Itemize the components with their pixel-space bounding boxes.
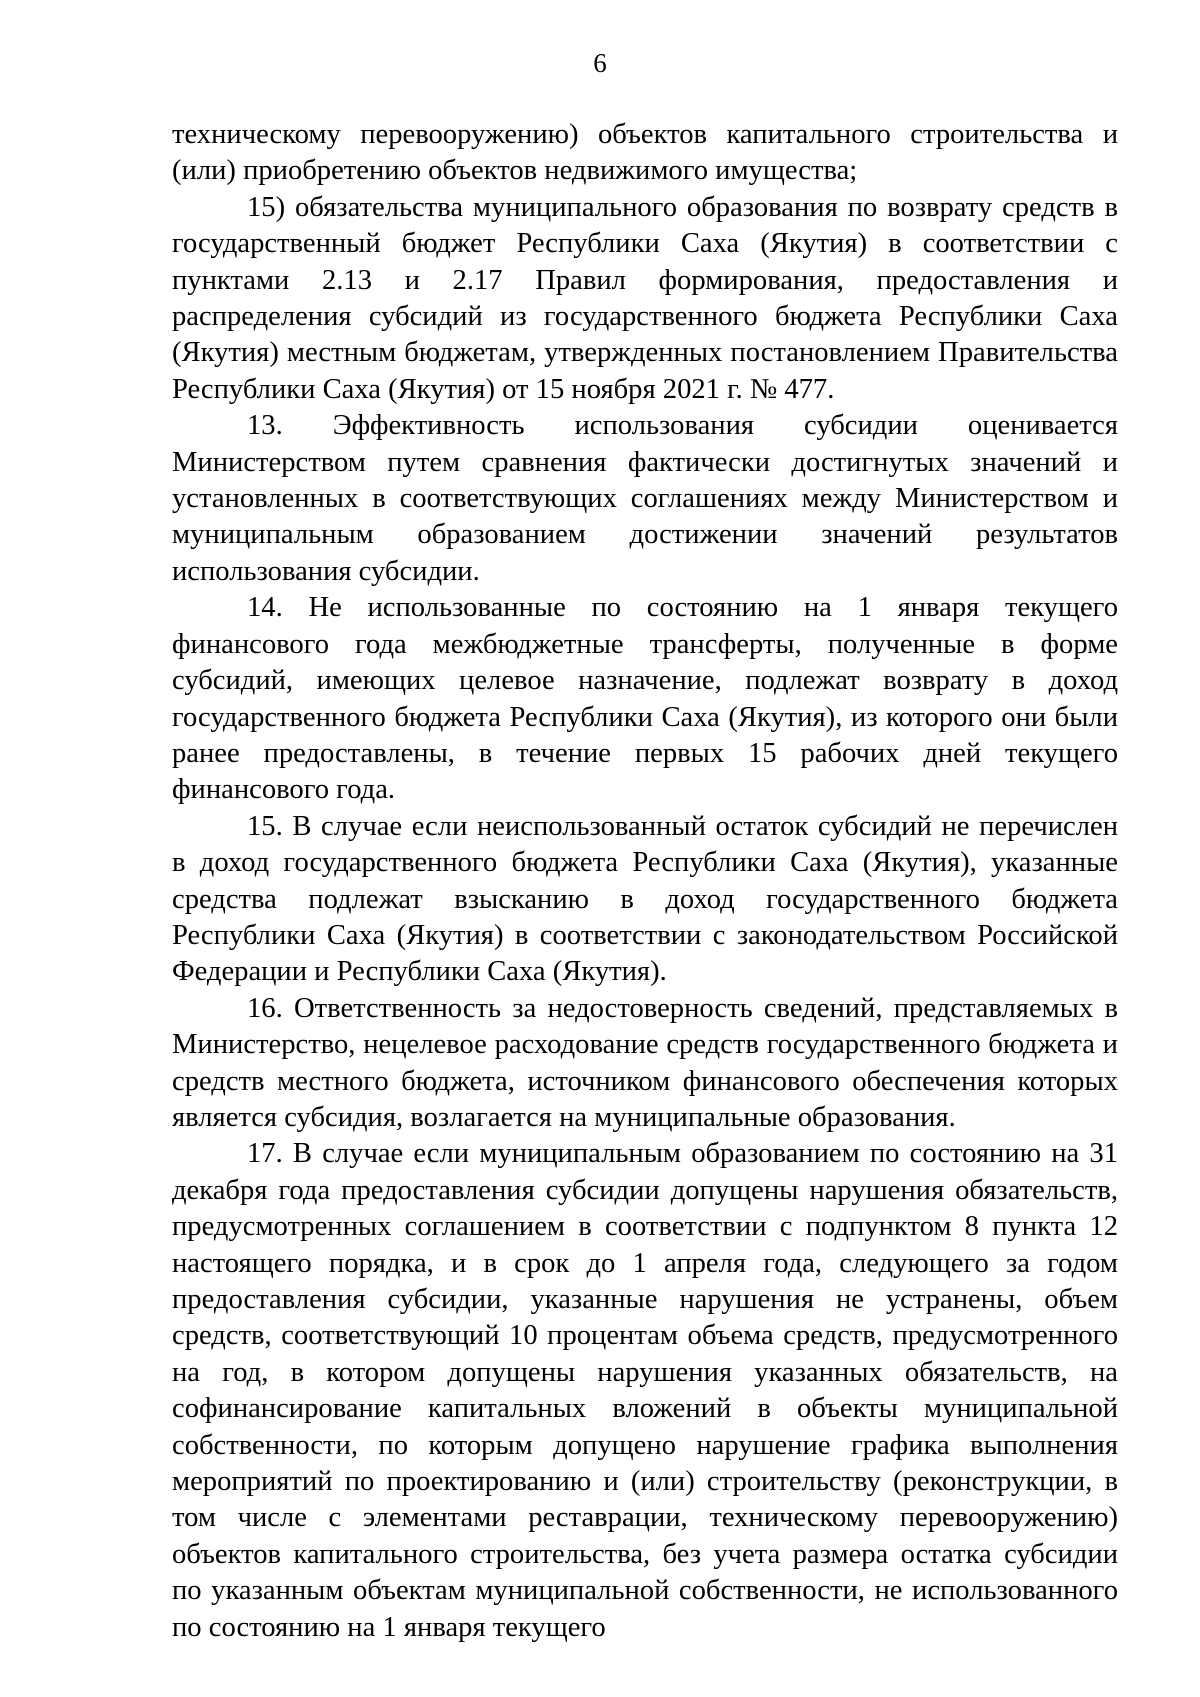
paragraph-section-17: 17. В случае если муниципальным образованием по состоянию на 31 декабря года предоставления субсидии допущены нарушения обязательств, предусмотренных соглашением в соответствии с подпунктом 8 пункта 12 настоящего порядка, и в срок до 1 апреля года, следующего за годом предоставления субсидии, указанные нарушения не устранены, объем средств, соответствующий 10 процентам объема средств, предусмотренного на год, в котором допущены нарушения указанных обязательств, на софинансирование капитальных вложений в объекты муниципальной собственности, по которым допущено нарушение графика выполнения мероприятий по проектированию и (или) строительству (реконструкции, в том числе с элементами реставрации, техническому перевооружению) объектов капитального строительства, без учета размера остатка субсидии по указанным объектам муниципальной собственности, не использованного по состоянию на 1 января текущего bbox=[172, 1138, 1118, 1643]
paragraph-continuation: техническому перевооружению) объектов капитального строительства и (или) приобретению объектов недвижимого имущества; bbox=[172, 119, 1118, 187]
paragraph-section-15: 15. В случае если неиспользованный остаток субсидий не перечислен в доход государственного бюджета Республики Саха (Якутия), указанные средства подлежат взысканию в доход государственного бюджета Республики Саха (Якутия) в соответствии с законодательством Российской Федерации и Республики Саха (Якутия). bbox=[172, 810, 1118, 988]
paragraph-section-14: 14. Не использованные по состоянию на 1 января текущего финансового года межбюджетные трансферты, полученные в форме субсидий, имеющих целевое назначение, подлежат возврату в доход государственного бюджета Республики Саха (Якутия), из которого они были ранее предоставлены, в течение первых 15 рабочих дней текущего финансового года. bbox=[172, 592, 1118, 806]
paragraph-section-16: 16. Ответственность за недостоверность сведений, представляемых в Министерство, нецелевое расходование средств государственного бюджета и средств местного бюджета, источником финансового обеспечения которых является субсидия, возлагается на муниципальные образования. bbox=[172, 992, 1118, 1133]
document-body bbox=[172, 117, 1118, 1646]
page-number: 6 bbox=[593, 48, 607, 78]
paragraph-section-13: 13. Эффективность использования субсидии оценивается Министерством путем сравнения фактически достигнутых значений и установленных в соответствующих соглашениях между Министерством и муниципальным образованием достижении значений результатов использования субсидии. bbox=[172, 410, 1118, 587]
paragraph-item-15: 15) обязательства муниципального образования по возврату средств в государственный бюджет Республики Саха (Якутия) в соответствии с пунктами 2.13 и 2.17 Правил формирования, предоставления и распределения субсидий из государственного бюджета Республики Саха (Якутия) местным бюджетам, утвержденных постановлением Правительства Республики Саха (Якутия) от 15 ноября 2021 г. № 477. bbox=[172, 191, 1118, 405]
